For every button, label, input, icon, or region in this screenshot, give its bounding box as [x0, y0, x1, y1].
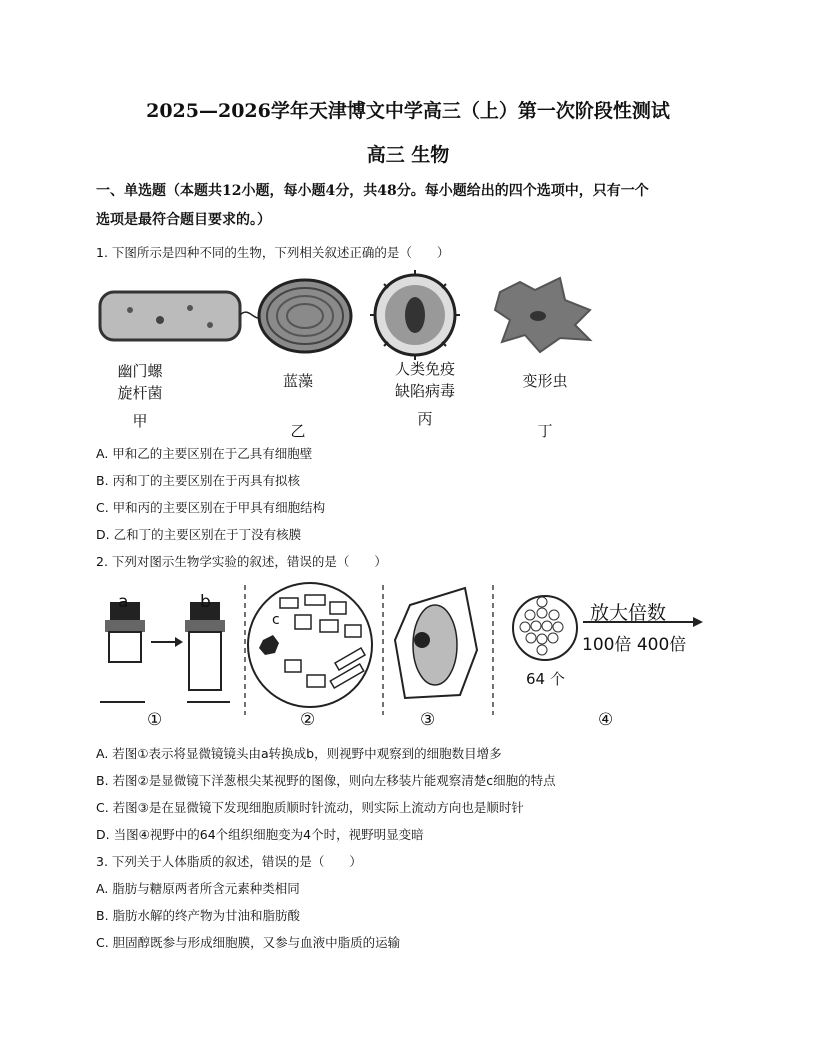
- section-heading-line1: 一、单选题（本题共12小题，每小题4分，共48分。每小题给出的四个选项中，只有一个: [96, 183, 649, 199]
- amoeba-image: [495, 278, 590, 352]
- cell-count-label: 64 个: [526, 670, 565, 688]
- magnification-label: 放大倍数: [590, 602, 667, 624]
- figure-number-2: ②: [300, 710, 316, 730]
- label-b: b: [200, 592, 211, 612]
- q1-option-a: A. 甲和乙的主要区别在于乙具有细胞壁: [96, 446, 313, 461]
- q1-stem: 1. 下图所示是四种不同的生物，下列相关叙述正确的是（ ）: [96, 245, 450, 260]
- q1-option-c: C. 甲和丙的主要区别在于甲具有细胞结构: [96, 500, 326, 515]
- exam-subtitle: 高三 生物: [366, 144, 450, 166]
- q3-stem: 3. 下列关于人体脂质的叙述，错误的是（ ）: [96, 854, 362, 869]
- plant-cell-image: [395, 588, 477, 698]
- figure-number-3: ③: [420, 710, 436, 730]
- q1-option-d: D. 乙和丁的主要区别在于丁没有核膜: [96, 527, 302, 542]
- q2-option-b: B. 若图②是显微镜下洋葱根尖某视野的图像，则向左移装片能观察清楚c细胞的特点: [96, 773, 556, 788]
- q3-option-c: C. 胆固醇既参与形成细胞膜，又参与血液中脂质的运输: [96, 935, 401, 950]
- q3-option-a: A. 脂肪与糖原两者所含元素种类相同: [96, 881, 300, 896]
- q2-option-a: A. 若图①表示将显微镜镜头由a转换成b，则视野中观察到的细胞数目增多: [96, 746, 502, 761]
- magnification-values: 100倍 400倍: [582, 635, 687, 655]
- objective-lens-b: [185, 602, 225, 690]
- figure-number-1: ①: [147, 710, 163, 730]
- cyanobacteria-image: [259, 280, 351, 352]
- q2-option-c: C. 若图③是在显微镜下发现细胞质顺时针流动，则实际上流动方向也是顺时针: [96, 800, 524, 815]
- organism-yi-label: 蓝藻 乙: [282, 372, 313, 440]
- label-a: a: [118, 592, 129, 612]
- q2-stem: 2. 下列对图示生物学实验的叙述，错误的是（ ）: [96, 554, 387, 569]
- label-c: c: [272, 612, 280, 628]
- organism-ding-label: 变形虫 丁: [522, 372, 568, 440]
- figure-number-4: ④: [598, 710, 614, 730]
- q2-option-d: D. 当图④视野中的64个组织细胞变为4个时，视野明显变暗: [96, 827, 424, 842]
- section-heading-line2: 选项是最符合题目要求的。）: [96, 212, 271, 228]
- q3-option-b: B. 脂肪水解的终产物为甘油和脂肪酸: [96, 908, 301, 923]
- organism-bing-label: 人类免疫 缺陷病毒 丙: [394, 360, 455, 428]
- hiv-image: [370, 270, 460, 360]
- exam-title: 2025—2026学年天津博文中学高三（上）第一次阶段性测试: [146, 100, 670, 122]
- q1-option-b: B. 丙和丁的主要区别在于丙具有拟核: [96, 473, 301, 488]
- organism-jia-label: 幽门螺 旋杆菌 甲: [117, 362, 163, 430]
- q1-organisms-figure: [90, 270, 630, 370]
